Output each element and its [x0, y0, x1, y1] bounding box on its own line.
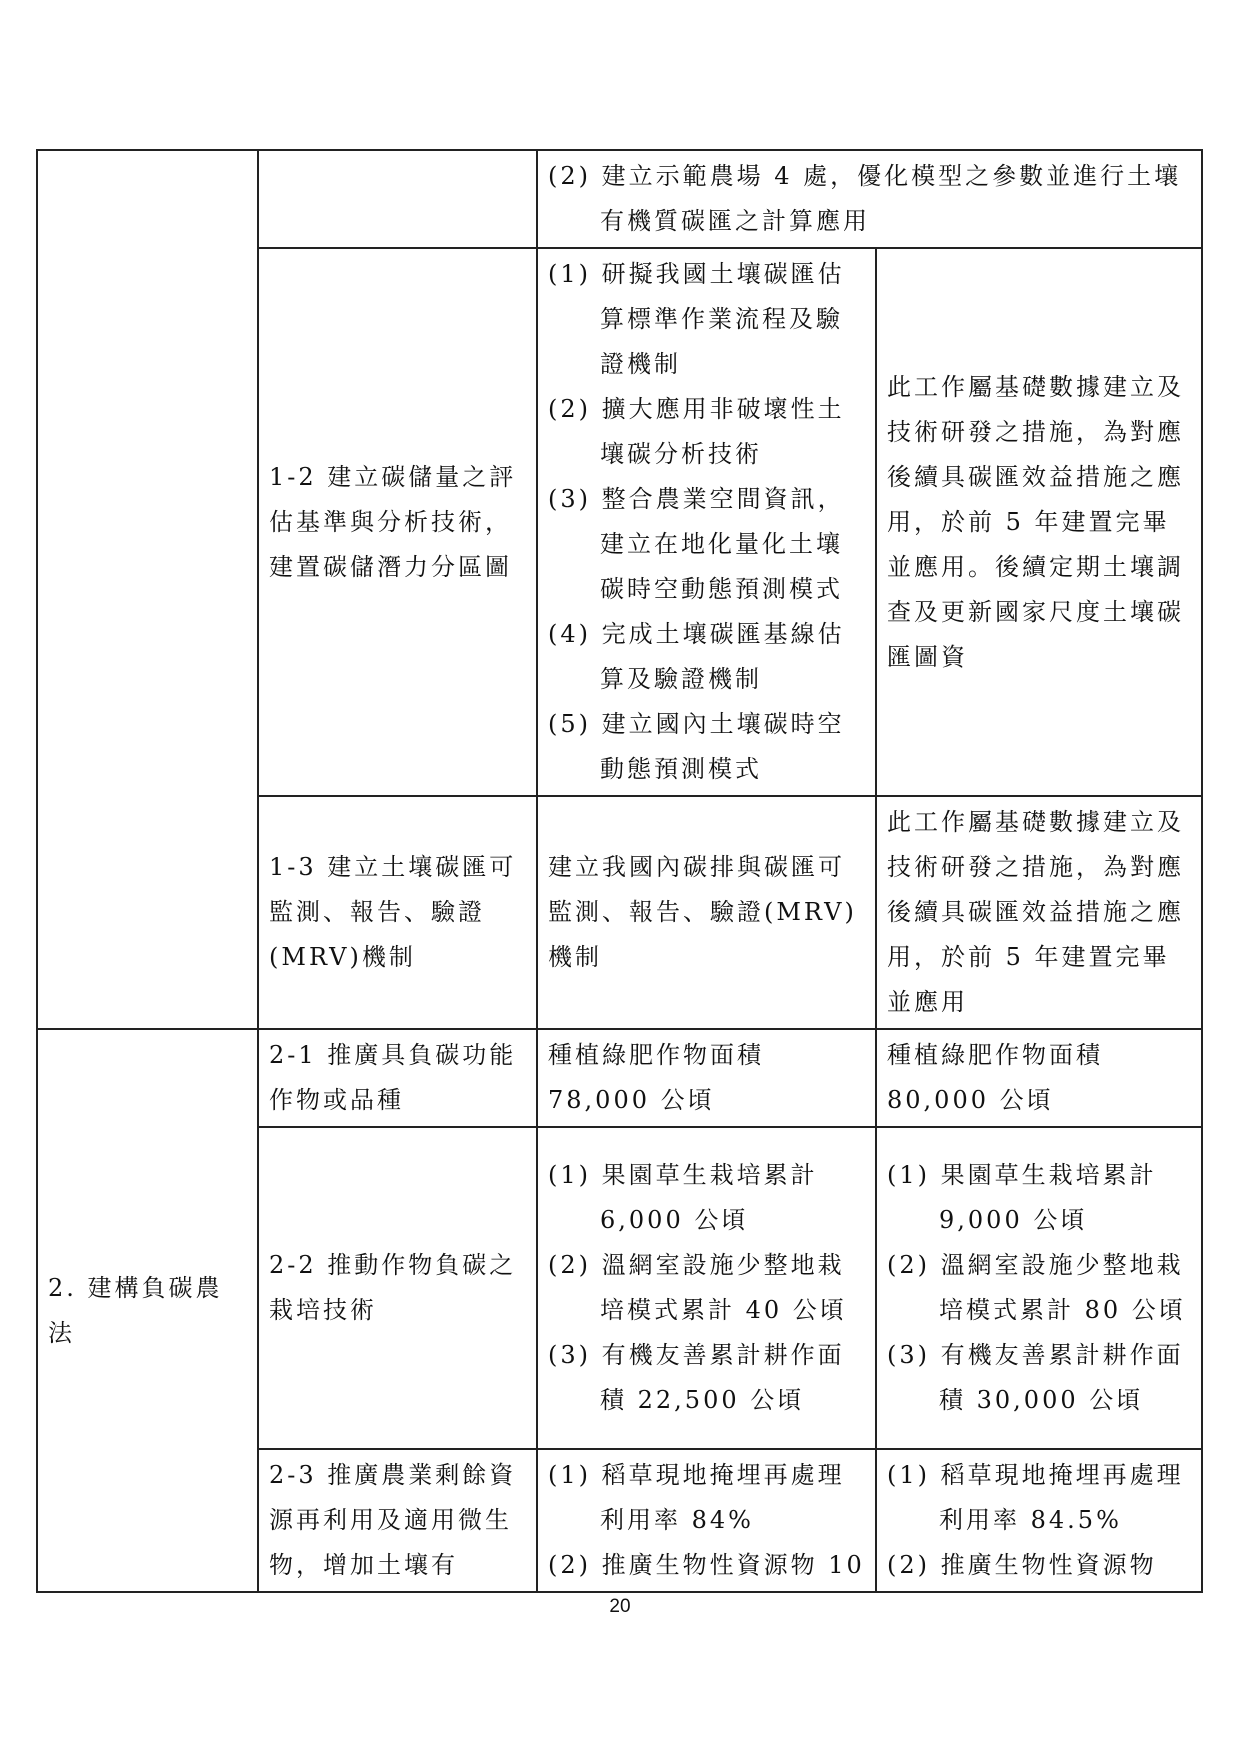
- list-item: (1) 果園草生栽培累計 9,000 公頃: [887, 1161, 1157, 1234]
- list-item: (1) 稻草現地掩埋再處理利用率 84.5%: [887, 1461, 1184, 1534]
- list-item: (4) 完成土壤碳匯基線估算及驗證機制: [548, 620, 845, 693]
- list-item: (2) 溫網室設施少整地栽培模式累計 80 公頃: [887, 1251, 1186, 1324]
- list-item: (2) 推廣生物性資源物 10: [548, 1551, 865, 1579]
- subitem-cell: [258, 150, 537, 248]
- note-cell: [876, 1127, 1202, 1449]
- list-item: (3) 整合農業空間資訊，建立在地化量化土壤碳時空動態預測模式: [548, 485, 845, 603]
- list-item: (2) 推廣生物性資源物: [887, 1551, 1157, 1579]
- target-cell: [537, 150, 1202, 248]
- subitem-cell: 1-3 建立土壤碳匯可監測、報告、驗證(MRV)機制: [258, 796, 537, 1029]
- category-cell-1: [37, 150, 258, 1029]
- list-item: (2) 溫網室設施少整地栽培模式累計 40 公頃: [548, 1251, 847, 1324]
- note-cell: 種植綠肥作物面積 80,000 公頃: [876, 1029, 1202, 1127]
- list-item: (1) 稻草現地掩埋再處理利用率 84%: [548, 1461, 845, 1534]
- page-number: 20: [609, 1596, 631, 1617]
- list-item: (2) 建立示範農場 4 處，優化模型之參數並進行土壤有機質碳匯之計算應用: [548, 162, 1182, 235]
- subitem-cell: 2-2 推動作物負碳之栽培技術: [258, 1127, 537, 1449]
- note-cell: 此工作屬基礎數據建立及技術研發之措施，為對應後續具碳匯效益措施之應用，於前 5 年建置完畢並應用: [876, 796, 1202, 1029]
- list-item: (3) 有機友善累計耕作面積 22,500 公頃: [548, 1341, 845, 1414]
- list-item: (2) 擴大應用非破壞性土壤碳分析技術: [548, 395, 845, 468]
- list-item: (1) 研擬我國土壤碳匯估算標準作業流程及驗證機制: [548, 260, 845, 378]
- list-item: (1) 果園草生栽培累計 6,000 公頃: [548, 1161, 818, 1234]
- measures-table: [36, 149, 1203, 1593]
- table-row: [37, 150, 1202, 248]
- subitem-cell: 2-3 推廣農業剩餘資源再利用及適用微生物，增加土壤有: [258, 1449, 537, 1592]
- list-item: (5) 建立國內土壤碳時空動態預測模式: [548, 710, 845, 783]
- target-cell: [537, 248, 876, 796]
- subitem-cell: 2-1 推廣具負碳功能作物或品種: [258, 1029, 537, 1127]
- note-cell: [876, 1449, 1202, 1592]
- category-cell-2: 2. 建構負碳農法: [37, 1029, 258, 1592]
- target-cell: 種植綠肥作物面積 78,000 公頃: [537, 1029, 876, 1127]
- target-cell: [537, 1449, 876, 1592]
- target-cell: [537, 1127, 876, 1449]
- note-cell: 此工作屬基礎數據建立及技術研發之措施，為對應後續具碳匯效益措施之應用，於前 5 年建置完畢並應用。後續定期土壤調查及更新國家尺度土壤碳匯圖資: [876, 248, 1202, 796]
- subitem-cell: 1-2 建立碳儲量之評估基準與分析技術，建置碳儲潛力分區圖: [258, 248, 537, 796]
- target-cell: 建立我國內碳排與碳匯可監測、報告、驗證(MRV)機制: [537, 796, 876, 1029]
- list-item: (3) 有機友善累計耕作面積 30,000 公頃: [887, 1341, 1184, 1414]
- table-row: [37, 1029, 1202, 1127]
